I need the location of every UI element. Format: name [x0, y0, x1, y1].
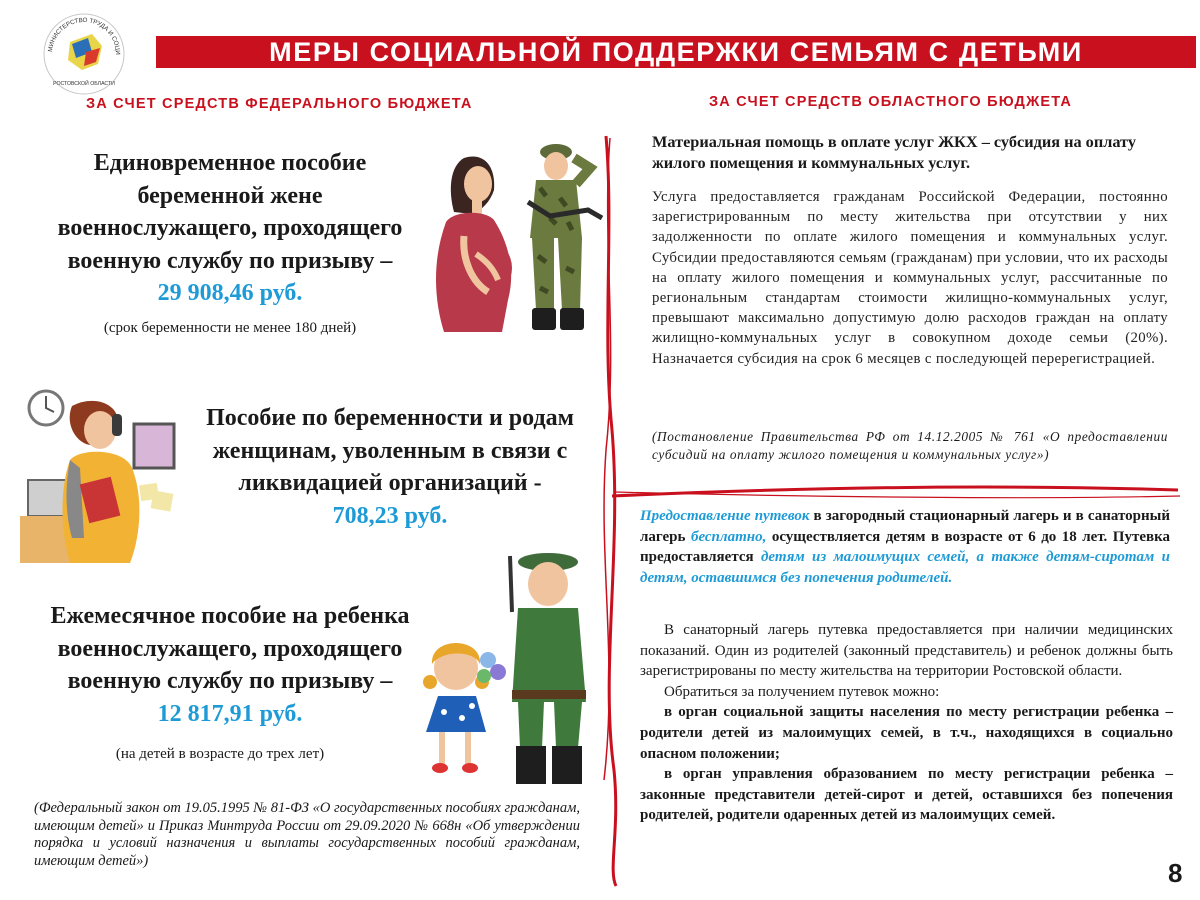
benefit-monthly-child: Ежемесячное пособие на ребенка военнослужащего, проходящего военную службу по призыву – 12 817,91 руб. — [20, 600, 440, 730]
vouchers-education-office: в орган управления образованием по месту регистрации ребенка – законные представители детей-сирот и детей, оставшихся без попечения родителей, родители одаренных детей из малоимущих семей. — [640, 766, 1173, 824]
benefit-note: (срок беременности не менее 180 дней) — [103, 320, 357, 336]
page-number: 8 — [1168, 858, 1183, 888]
benefit-pregnant-wife: Единовременное пособие беременной жене военнослужащего, проходящего военную службу по призыву – 29 908,46 руб. — [30, 147, 430, 310]
housing-subsidy-description: Услуга предоставляется гражданам Российской Федерации, постоянно зарегистрированным по месту жительства при отсутствии у них задолженности по оплате жилого помещения и коммунальных услуг. Субсидии предоставляются семьям (гражданам) при условии, что их расходы на оплату жилого помещения и коммунальных услуг, рассчитанные по региональным стандартам стоимости жилищно-коммунальных услуг, превышают максимально допустимую долю расходов граждан на оплату жилищно-коммунальных услуг в совокупном доходе семьи (20%). Назначается субсидия на срок 6 месяцев с последующей перерегистрацией. — [652, 189, 1168, 367]
ministry-logo — [39, 7, 126, 96]
benefit-maternity-liquidation: Пособие по беременности и родам женщинам, уволенным в связи с ликвидацией организаций - 708,23 руб. — [180, 402, 600, 532]
camp-vouchers-details — [640, 620, 1173, 826]
housing-subsidy-title: Материальная помощь в оплате услуг ЖКХ – субсидия на оплату жилого помещения и коммунальных услуг. — [652, 132, 1136, 172]
benefit-note: (на детей в возрасте до трех лет) — [115, 746, 325, 762]
pregnant-woman-illustration — [424, 150, 520, 335]
federal-budget-heading: ЗА СЧЕТ СРЕДСТВ ФЕДЕРАЛЬНОГО БЮДЖЕТА — [86, 96, 473, 112]
housing-subsidy-citation: (Постановление Правительства РФ от 14.12.2005 № 761 «О предоставлении субсидий на оплату жилого помещения и коммунальных услуг») — [652, 429, 1168, 463]
vouchers-social-protection-office: в орган социальной защиты населения по месту регистрации ребенка – родители детей из малоимущих семей, в т.ч., находящихся в социально опасном положении; — [640, 704, 1173, 762]
page-title: МЕРЫ СОЦИАЛЬНОЙ ПОДДЕРЖКИ СЕМЬЯМ С ДЕТЬМИ — [269, 36, 1083, 67]
vouchers-where-to-apply: Обратиться за получением путевок можно: — [664, 683, 940, 700]
page-title-bar — [156, 36, 1196, 68]
svg-text:МИНИСТЕРСТВО ТРУДА И СОЦИАЛЬНО: МИНИСТЕРСТВО ТРУДА И СОЦИАЛЬНОГО РАЗВИТИЯ — [39, 7, 122, 55]
regional-budget-heading: ЗА СЧЕТ СРЕДСТВ ОБЛАСТНОГО БЮДЖЕТА — [709, 94, 1073, 110]
girl-and-soldier-illustration — [414, 552, 594, 787]
benefit-amount: 29 908,46 руб. — [157, 280, 303, 306]
camp-vouchers-intro: Предоставление путевок в загородный стационарный лагерь и в санаторный лагерь бесплатно, осуществляется детям в возрасте от 6 до 18 лет. Путевка предоставляется детям из малоимущих семей, а также детям-сиротам и детям, оставшимся без попечения родителей. — [640, 508, 1170, 586]
vouchers-medical-condition: В санаторный лагерь путевка предоставляется при наличии медицинских показаний. Один из родителей (законный представитель) и ребенок должны быть зарегистрированы по месту жительства на территории Ростовской области. — [640, 622, 1173, 680]
svg-text:РОСТОВСКОЙ ОБЛАСТИ: РОСТОВСКОЙ ОБЛАСТИ — [53, 81, 115, 87]
federal-law-reference: (Федеральный закон от 19.05.1995 № 81-ФЗ «О государственных пособиях гражданам, имеющим детей» и Приказ Минтруда России от 29.09.2020 № 668н «Об утверждении порядка и условий назначения и выплаты государственных пособий гражданам, имеющим детей») — [34, 800, 580, 869]
benefit-amount: 12 817,91 руб. — [157, 700, 303, 727]
office-woman-illustration — [20, 388, 188, 563]
benefit-amount: 708,23 руб. — [332, 502, 448, 529]
